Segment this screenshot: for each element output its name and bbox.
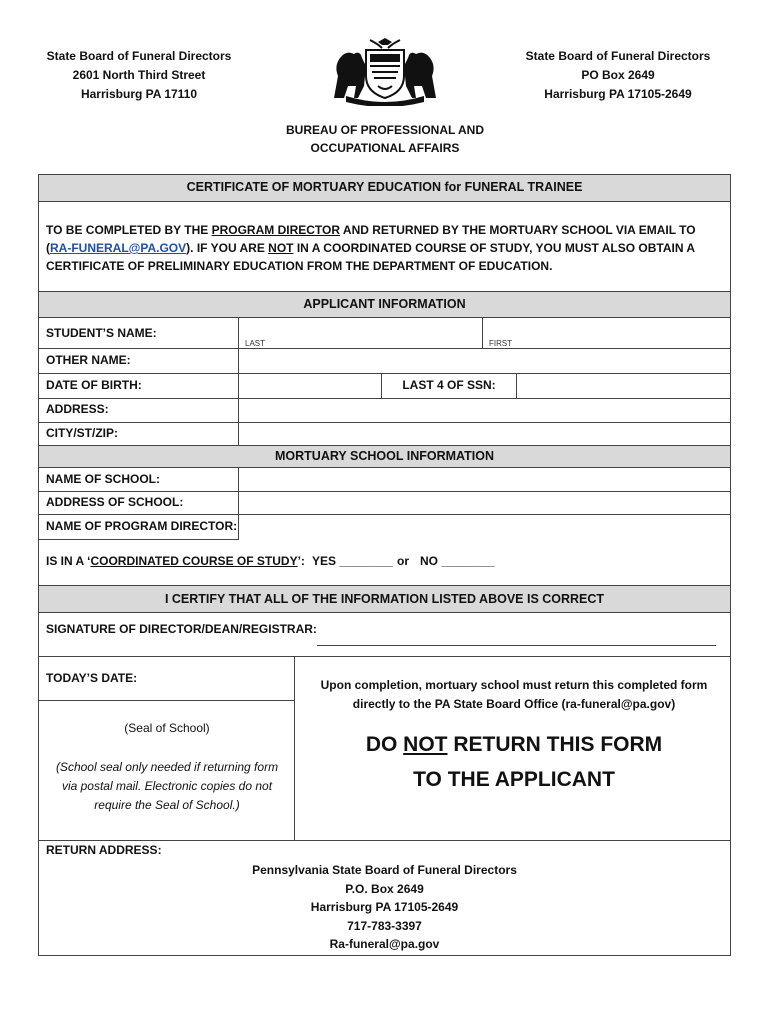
signature-line[interactable] [317, 645, 716, 646]
coordinated-prefix: IS IN A ‘ [46, 554, 91, 568]
address-field[interactable] [239, 399, 730, 422]
form-title: CERTIFICATE OF MORTUARY EDUCATION for FUNERAL TRAINEE [39, 175, 730, 202]
instructions [46, 221, 716, 275]
return-address [39, 861, 730, 954]
instructions-text-1: TO BE COMPLETED BY THE [46, 223, 212, 237]
completion-note: Upon completion, mortuary school must return this completed form directly to the PA State Board Office (ra-funeral@pa.gov) [320, 678, 708, 711]
email-link[interactable]: RA-FUNERAL@PA.GOV [50, 241, 187, 255]
ssn-field[interactable] [517, 374, 730, 398]
school-name-label: NAME OF SCHOOL: [46, 472, 160, 486]
first-name-field[interactable] [483, 318, 730, 348]
bureau-line1: BUREAU OF PROFESSIONAL AND [285, 123, 484, 137]
or-text: or [397, 554, 409, 568]
school-address-field[interactable] [239, 492, 730, 514]
seal-note: (School seal only needed if returning form via postal mail. Electronic copies do not require the Seal of School.) [55, 760, 279, 812]
not-warning: NOT [403, 733, 448, 756]
coordinated-suffix: ’: [297, 554, 305, 568]
return-address-email: Ra-funeral@pa.gov [329, 937, 440, 951]
last-name-hint: LAST [245, 339, 266, 348]
program-director-label: NAME OF PROGRAM DIRECTOR: [46, 519, 238, 533]
header-left-address [44, 47, 234, 104]
return-address-label: RETURN ADDRESS: [46, 843, 162, 857]
label-column-divider [238, 318, 239, 445]
not-emphasis: NOT [268, 241, 294, 255]
other-name-field[interactable] [239, 349, 730, 373]
label-column-divider [238, 468, 239, 539]
right-box: PO Box 2649 [581, 68, 655, 82]
instructions-text-2: AND RETURNED BY THE MORTUARY SCHOOL VIA EMAIL TO ( [46, 223, 696, 255]
program-director-field[interactable] [239, 515, 730, 539]
row-line [39, 840, 730, 841]
do-text: DO [365, 733, 404, 756]
return-address-line3: Harrisburg PA 17105-2649 [310, 900, 459, 914]
instructions-text-4: IN A COORDINATED COURSE OF STUDY, YOU MUST ALSO OBTAIN A CERTIFICATE OF PRELIMINARY EDUCATION FROM THE DEPARTMENT OF EDUCATION. [46, 241, 695, 273]
no-option[interactable]: NO ________ [420, 554, 495, 568]
first-name-hint: FIRST [489, 339, 513, 348]
left-org: State Board of Funeral Directors [46, 49, 232, 63]
do-not-return-line [299, 733, 729, 757]
right-org: State Board of Funeral Directors [525, 49, 711, 63]
lower-column-divider [294, 656, 295, 841]
header-right-address [500, 47, 736, 104]
certify-header: I CERTIFY THAT ALL OF THE INFORMATION LISTED ABOVE IS CORRECT [39, 585, 730, 613]
certificate-form [38, 174, 731, 956]
program-director-emphasis: PROGRAM DIRECTOR [211, 223, 341, 237]
return-form-text: RETURN THIS FORM [447, 733, 663, 756]
signature-label: SIGNATURE OF DIRECTOR/DEAN/REGISTRAR: [46, 622, 317, 636]
ssn-label: LAST 4 OF SSN: [402, 378, 496, 392]
return-address-phone: 717-783-3397 [347, 918, 422, 933]
dob-field[interactable] [239, 374, 381, 398]
last-name-field[interactable] [239, 318, 482, 348]
seal-label: (Seal of School) [124, 721, 210, 735]
row-line [39, 539, 239, 540]
return-address-line2: P.O. Box 2649 [345, 881, 424, 896]
city-label: CITY/ST/ZIP: [46, 426, 118, 440]
return-address-line1: Pennsylvania State Board of Funeral Directors [252, 863, 517, 877]
left-street: 2601 North Third Street [72, 68, 206, 82]
dob-label: DATE OF BIRTH: [46, 378, 142, 392]
school-section-header: MORTUARY SCHOOL INFORMATION [39, 445, 730, 468]
yes-option[interactable]: YES ________ [312, 554, 393, 568]
instructions-text-3: ). IF YOU ARE [186, 241, 269, 255]
row-line [39, 700, 295, 701]
left-city: Harrisburg PA 17110 [80, 87, 198, 101]
applicant-section-header: APPLICANT INFORMATION [39, 291, 730, 318]
address-label: ADDRESS: [46, 402, 109, 416]
todays-date-field[interactable] [40, 657, 294, 700]
school-name-field[interactable] [239, 468, 730, 491]
bureau-title [230, 121, 540, 157]
students-name-label: STUDENT’S NAME: [46, 326, 157, 340]
other-name-label: OTHER NAME: [46, 353, 131, 367]
school-address-label: ADDRESS OF SCHOOL: [46, 495, 184, 509]
city-field[interactable] [239, 423, 730, 445]
pa-coat-of-arms-icon [326, 36, 444, 106]
todays-date-label: TODAY’S DATE: [46, 671, 138, 685]
right-city: Harrisburg PA 17105-2649 [544, 87, 692, 101]
coordinated-question [46, 554, 305, 568]
to-applicant-line: TO THE APPLICANT [413, 768, 615, 791]
bureau-line2: OCCUPATIONAL AFFAIRS [310, 141, 460, 155]
coordinated-course-text: COORDINATED COURSE OF STUDY [90, 554, 298, 568]
